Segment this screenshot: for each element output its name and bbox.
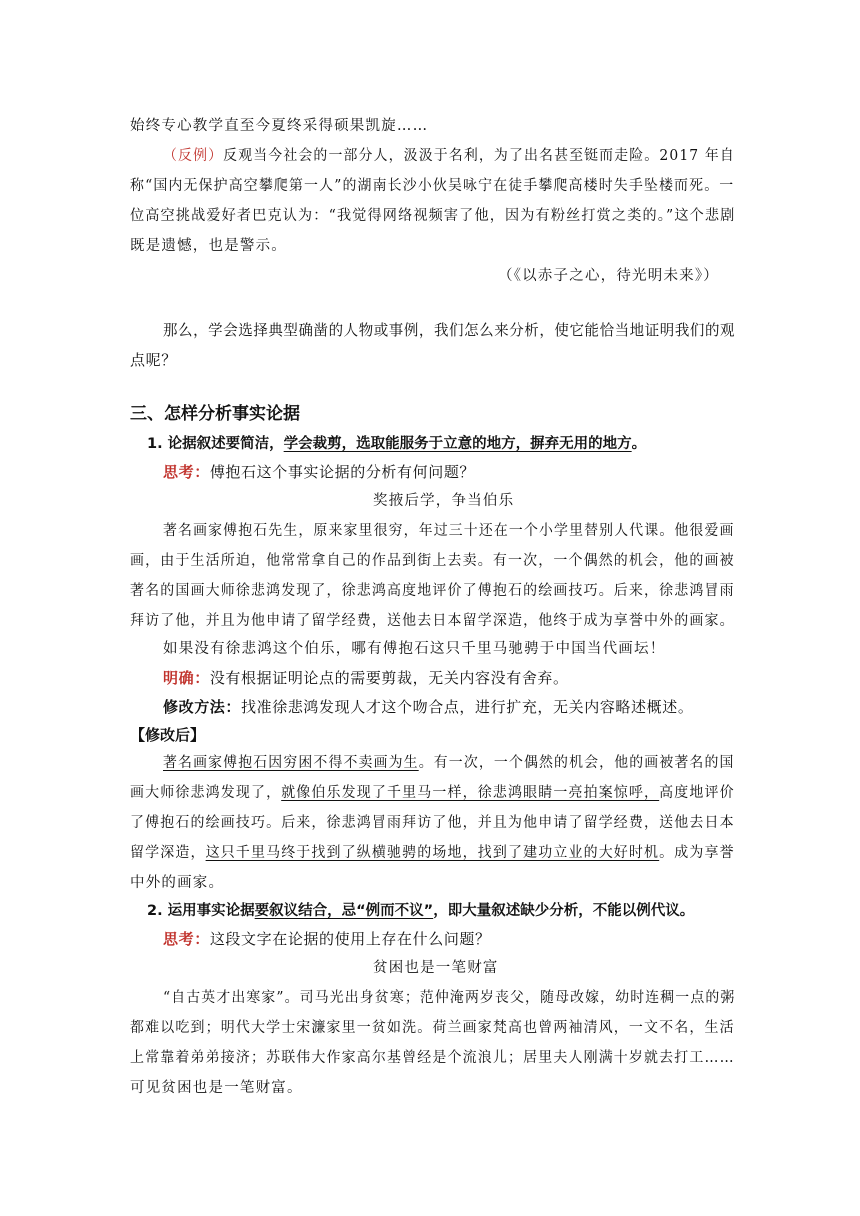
paragraph-line: 称“国内无保护高空攀爬第一人”的湖南长沙小伙吴咏宁在徒手攀爬高楼时失手坠楼而死。一 [130,178,735,194]
revised-underline: 著名画家傅抱石因穷困不得不卖画为生 [163,755,419,771]
example-line: “自古英才出寒家”。司马光出身贫寒；范仲淹两岁丧父，随母改嫁，幼时连稠一点的粥 [163,990,736,1006]
source-citation: （《以赤子之心，待光明未来》） [498,268,719,284]
revised-text: 。有一次，一个偶然的机会，他的画被著名的国 [418,755,735,771]
paragraph-line: 那么，学会选择典型确凿的人物或事例，我们怎么来分析，使它能恰当地证明我们的观 [163,321,736,339]
think-text: 傅抱石这个事实论据的分析有何问题？ [209,463,476,481]
paragraph-line: 点呢？ [130,351,177,369]
point-2-end: ，即大量叙述缺少分析，不能以例代议。 [433,903,695,919]
example-line: 上常靠着弟弟接济；苏联伟大作家高尔基曾经是个流浪儿；居里夫人刚满十岁就去打工…… [130,1050,735,1066]
example-line: 如果没有徐悲鸿这个伯乐，哪有傅抱石这只千里马驰骋于中国当代画坛！ [163,641,666,657]
revised-line [130,843,735,863]
revised-line: 了傅抱石的绘画技巧。后来，徐悲鸿冒雨拜访了他，并且为他申请了留学经费，送他去日本 [130,815,735,831]
revised-text: 。成为享誉 [659,845,735,861]
revised-line [163,753,735,773]
example-line: 画，由于生活所迫，他常常拿自己的作品到街上去卖。有一次，一个偶然的机会，他的画被 [130,553,735,569]
think-text: 这段文字在论据的使用上存在什么问题？ [209,930,491,948]
method-line [163,697,693,717]
point-1-emphasis: 学会裁剪，选取能服务于立意的地方，摒弃无用的地方 [283,436,632,452]
section-heading: 三、怎样分析事实论据 [130,404,300,424]
revised-label: 【修改后】 [130,726,206,744]
think-label: 思考： [163,930,210,948]
example-title: 贫困也是一笔财富 [373,960,499,976]
clear-text: 没有根据证明论点的需要剪裁，无关内容没有舍弃。 [209,669,569,687]
counter-example-tag: （反例） [163,148,224,164]
revised-line [130,783,735,803]
example-line: 拜访了他，并且为他申请了留学经费，送他去日本留学深造，他终于成为享誉中外的画家。 [130,613,735,629]
think-label: 思考： [163,463,210,481]
clear-label: 明确： [163,669,210,687]
paragraph-line: 位高空挑战爱好者巴克认为：“我觉得网络视频害了他，因为有粉丝打赏之类的。”这个悲剧 [130,208,736,224]
paragraph-line: 始终专心教学直至今夏终采得硕果凯旋…… [130,118,429,134]
revised-text: 留学深造， [130,845,206,861]
example-title: 奖掖后学，争当伯乐 [373,493,515,509]
point-1-prefix: 1. 论据叙述要简洁， [147,436,284,452]
revised-text: 高度地评价 [659,785,735,801]
method-text: 找准徐悲鸿发现人才这个吻合点，进行扩充，无关内容略述概述。 [241,698,694,716]
point-2 [147,901,694,921]
think-line-1 [163,462,475,482]
clear-line [163,668,569,688]
point-1-end: 。 [631,436,647,452]
counter-example-text: 反观当今社会的一部分人，汲汲于名利，为了出名甚至铤而走险。2017 年自 [223,148,735,164]
example-line: 著名画家傅抱石先生，原来家里很穷，年过三十还在一个小学里替别人代课。他很爱画 [163,523,735,539]
point-2-emphasis: 要叙议结合，忌“例而不议” [254,903,434,919]
example-line: 都难以吃到；明代大学士宋濂家里一贫如洗。荷兰画家梵高也曾两袖清风，一文不名，生活 [130,1020,735,1036]
revised-line: 中外的画家。 [130,875,225,891]
example-line: 可见贫困也是一笔财富。 [130,1080,303,1096]
think-line-2 [163,929,491,949]
method-label: 修改方法： [163,698,242,716]
paragraph-line: 既是遗憾，也是警示。 [130,238,287,254]
revised-text: 画大师徐悲鸿发现了， [130,785,282,801]
revised-underline: 就像伯乐发现了千里马一样，徐悲鸿眼睛一亮拍案惊呼， [281,785,660,801]
counter-example-line [163,146,735,166]
point-1 [147,434,646,454]
revised-underline: 这只千里马终于找到了纵横驰骋的场地，找到了建功立业的大好时机 [205,845,660,861]
example-line: 著名的国画大师徐悲鸿发现了，徐悲鸿高度地评价了傅抱石的绘画技巧。后来，徐悲鸿冒雨 [130,583,735,599]
point-2-prefix: 2. 运用事实论据 [147,903,255,919]
